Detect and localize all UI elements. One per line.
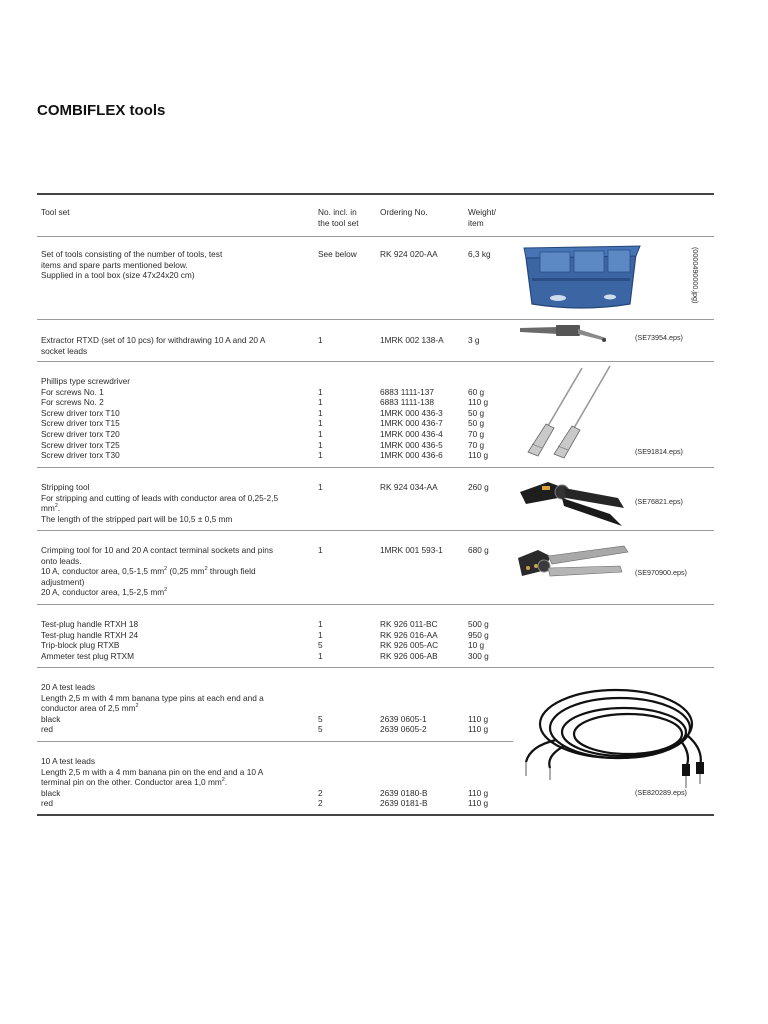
row-divider xyxy=(37,667,714,668)
weight-value: 110 g xyxy=(468,397,489,408)
ordering-value: RK 926 011-BC xyxy=(380,619,438,629)
header-qty-line2: the tool set xyxy=(318,218,359,228)
qty-column xyxy=(318,387,323,461)
desc-line: Set of tools consisting of the number of tools, test xyxy=(41,249,223,259)
qty-value: 1 xyxy=(318,386,323,397)
table-row-20a-leads-desc xyxy=(41,682,264,735)
desc-line: red xyxy=(41,798,53,809)
qty-value: 1 xyxy=(318,428,323,439)
qty-column xyxy=(318,714,323,735)
weight-value: 3 g xyxy=(468,335,480,345)
desc-text: mm xyxy=(41,503,55,514)
table-row-stripping-desc xyxy=(41,482,278,524)
desc-line: Extractor RTXD (set of 10 pcs) for withdrawing 10 A and 20 A xyxy=(41,335,266,345)
weight-value: 110 g xyxy=(468,787,489,798)
header-ordering: Ordering No. xyxy=(380,207,428,217)
desc-line: red xyxy=(41,724,53,735)
desc-line: The length of the stripped part will be 10,5 ± 0,5 mm xyxy=(41,513,233,524)
ordering-value: RK 926 016-AA xyxy=(380,629,438,640)
ordering-value: 2639 0605-2 xyxy=(380,724,427,735)
table-row-screwdrivers-desc xyxy=(41,376,130,461)
row-divider xyxy=(37,604,714,605)
header-weight xyxy=(468,207,496,229)
desc-line: Screw driver torx T25 xyxy=(41,439,120,450)
desc-text: through field xyxy=(207,566,256,577)
toolbox-photo-icon xyxy=(518,242,646,312)
header-weight-line2: item xyxy=(468,218,484,228)
superscript: 2 xyxy=(164,566,168,573)
table-top-rule xyxy=(37,193,714,195)
ordering-value: 1MRK 000 436-7 xyxy=(380,418,443,429)
qty-value: 1 xyxy=(318,397,323,408)
ordering-column xyxy=(380,788,428,809)
photo-caption: (SE820289.eps) xyxy=(635,788,687,797)
desc-text: conductor area of 2,5 mm xyxy=(41,703,136,714)
superscript: 2 xyxy=(221,777,225,784)
desc-line: For screws No. 2 xyxy=(41,397,104,408)
weight-value: 60 g xyxy=(468,386,485,397)
table-row-extractor-desc xyxy=(41,335,265,356)
ordering-value: RK 924 034-AA xyxy=(380,482,438,492)
qty-value: 1 xyxy=(318,629,323,640)
table-row-toolset-desc xyxy=(41,249,222,281)
desc-text: . xyxy=(57,503,61,514)
ordering-value: 6883 1111-137 xyxy=(380,386,434,397)
photo-caption: (SE73954.eps) xyxy=(635,333,683,342)
qty-value: 1 xyxy=(318,619,323,629)
desc-line: Length 2,5 m with 4 mm banana type pins at each end and a xyxy=(41,692,264,703)
photo-caption: (SE970900.eps) xyxy=(635,568,687,577)
desc-line: items and spare parts mentioned below. xyxy=(41,259,188,270)
desc-line: Length 2,5 m with a 4 mm banana pin on the end and a 10 A xyxy=(41,766,264,777)
weight-value: 110 g xyxy=(468,713,489,724)
qty-value: 1 xyxy=(318,450,323,461)
header-weight-line1: Weight/ xyxy=(468,207,496,217)
page-title: COMBIFLEX tools xyxy=(37,102,166,119)
desc-text: 20 A, conductor area, 1,5-2,5 mm xyxy=(41,587,165,598)
weight-value: 300 g xyxy=(468,650,489,661)
qty-value: 1 xyxy=(318,650,323,661)
qty-value: See below xyxy=(318,249,357,259)
weight-value: 950 g xyxy=(468,629,489,640)
desc-line: Screw driver torx T10 xyxy=(41,407,120,418)
desc-line: 20 A test leads xyxy=(41,682,95,692)
desc-line: Supplied in a tool box (size 47x24x20 cm) xyxy=(41,270,195,281)
qty-value: 1 xyxy=(318,335,323,345)
table-row-crimping-desc xyxy=(41,545,273,598)
desc-line: For screws No. 1 xyxy=(41,386,104,397)
desc-line: Phillips type screwdriver xyxy=(41,376,130,386)
desc-line: Ammeter test plug RTXM xyxy=(41,650,134,661)
qty-value: 1 xyxy=(318,482,323,492)
qty-value: 1 xyxy=(318,439,323,450)
photo-caption: (SE76821.eps) xyxy=(635,497,683,506)
crimping-tool-photo-icon xyxy=(516,540,630,584)
ordering-value: RK 926 006-AB xyxy=(380,650,438,661)
desc-line xyxy=(41,503,278,514)
desc-line xyxy=(41,587,273,598)
photo-caption: (0000490000.jpg) xyxy=(691,247,700,304)
desc-text: (0,25 mm xyxy=(167,566,205,577)
desc-text: . xyxy=(224,777,228,788)
ordering-value: RK 926 005-AC xyxy=(380,640,439,651)
ordering-value: 2639 0181-B xyxy=(380,798,428,809)
qty-value: 1 xyxy=(318,545,323,555)
qty-column xyxy=(318,788,323,809)
desc-line: Screw driver torx T15 xyxy=(41,418,120,429)
superscript: 2 xyxy=(164,587,168,594)
table-row-10a-leads-desc xyxy=(41,756,263,809)
desc-line: black xyxy=(41,713,61,724)
ordering-value: 6883 1111-138 xyxy=(380,397,434,408)
table-bottom-rule xyxy=(37,814,714,816)
desc-line: Crimping tool for 10 and 20 A contact terminal sockets and pins xyxy=(41,545,273,555)
weight-column xyxy=(468,619,489,661)
ordering-value: 2639 0180-B xyxy=(380,787,428,798)
header-divider xyxy=(37,236,714,237)
weight-value: 110 g xyxy=(468,450,489,461)
ordering-column xyxy=(380,387,443,461)
screwdriver-photo-icon xyxy=(518,364,618,464)
ordering-value: 1MRK 001 593-1 xyxy=(380,545,443,555)
desc-line: Screw driver torx T30 xyxy=(41,450,120,461)
qty-value: 5 xyxy=(318,724,323,735)
weight-value: 70 g xyxy=(468,439,485,450)
qty-value: 5 xyxy=(318,640,323,651)
weight-value: 50 g xyxy=(468,418,485,429)
header-tool-set: Tool set xyxy=(41,207,70,217)
qty-column xyxy=(318,619,323,661)
desc-line: Stripping tool xyxy=(41,482,90,492)
ordering-value: 2639 0605-1 xyxy=(380,713,427,724)
photo-caption: (SE91814.eps) xyxy=(635,447,683,456)
row-divider xyxy=(37,530,714,531)
ordering-value: RK 924 020-AA xyxy=(380,249,438,259)
weight-value: 500 g xyxy=(468,619,489,629)
desc-line: onto leads. xyxy=(41,555,82,566)
stripping-tool-photo-icon xyxy=(518,474,628,528)
desc-line: Screw driver torx T20 xyxy=(41,428,120,439)
superscript: 2 xyxy=(204,566,208,573)
desc-text: terminal pin on the other. Conductor area 1,0 mm xyxy=(41,777,222,788)
qty-value: 5 xyxy=(318,713,323,724)
desc-line: 10 A test leads xyxy=(41,756,95,766)
desc-line: adjustment) xyxy=(41,576,85,587)
superscript: 2 xyxy=(135,703,139,710)
table-row-testplug-desc xyxy=(41,619,138,661)
desc-line: Trip-block plug RTXB xyxy=(41,640,120,651)
ordering-value: 1MRK 000 436-5 xyxy=(380,439,443,450)
weight-column xyxy=(468,714,488,735)
weight-value: 680 g xyxy=(468,545,489,555)
qty-value: 1 xyxy=(318,407,323,418)
row-divider xyxy=(37,361,714,362)
desc-line: Test-plug handle RTXH 24 xyxy=(41,629,139,640)
ordering-value: 1MRK 000 436-3 xyxy=(380,407,443,418)
ordering-value: 1MRK 002 138-A xyxy=(380,335,444,345)
desc-line xyxy=(41,566,273,577)
qty-value: 2 xyxy=(318,798,323,809)
row-divider xyxy=(37,467,714,468)
test-leads-photo-icon xyxy=(516,684,712,794)
desc-line: For stripping and cutting of leads with conductor area of 0,25-2,5 xyxy=(41,492,279,503)
weight-value: 260 g xyxy=(468,482,489,492)
extractor-photo-icon xyxy=(518,320,610,346)
row-divider-short xyxy=(37,741,513,742)
ordering-value: 1MRK 000 436-6 xyxy=(380,450,443,461)
desc-line: black xyxy=(41,787,61,798)
weight-value: 110 g xyxy=(468,798,489,809)
weight-value: 6,3 kg xyxy=(468,249,491,259)
superscript: 2 xyxy=(54,503,58,510)
ordering-column xyxy=(380,714,427,735)
header-qty-line1: No. incl. in xyxy=(318,207,357,217)
qty-value: 1 xyxy=(318,418,323,429)
desc-text: 10 A, conductor area, 0,5-1,5 mm xyxy=(41,566,165,577)
qty-value: 2 xyxy=(318,787,323,798)
row-divider xyxy=(37,319,714,320)
desc-line xyxy=(41,703,264,714)
ordering-column xyxy=(380,619,438,661)
header-qty xyxy=(318,207,359,229)
weight-value: 50 g xyxy=(468,407,485,418)
ordering-value: 1MRK 000 436-4 xyxy=(380,428,443,439)
weight-value: 110 g xyxy=(468,724,489,735)
desc-line xyxy=(41,777,263,788)
weight-column xyxy=(468,387,488,461)
desc-line: Test-plug handle RTXH 18 xyxy=(41,619,139,629)
weight-column xyxy=(468,788,488,809)
desc-line: socket leads xyxy=(41,345,88,356)
weight-value: 10 g xyxy=(468,640,485,651)
weight-value: 70 g xyxy=(468,428,485,439)
